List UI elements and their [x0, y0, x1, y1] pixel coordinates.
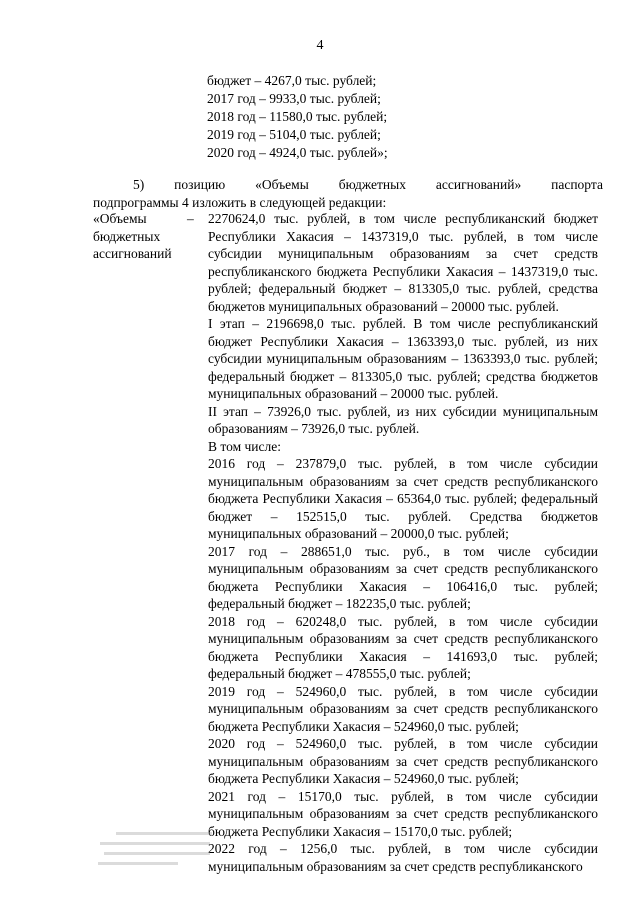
total-paragraph: 2270624,0 тыс. рублей, в том числе республиканский бюджет Республики Хакасия – 1437319,0 тыс. рублей, в том числе субсидии муниципальным образованиям за счет средств республиканского бюджета Республики Хакасия – 1437319,0 тыс. рублей; федеральный бюджет – 813305,0 тыс. рублей, средства бюджетов муниципальных образований – 20000 тыс. рублей.	[208, 211, 598, 314]
year-2018-paragraph: 2018 год – 620248,0 тыс. рублей, в том числе субсидии муниципальным образованиям за счет средств республиканского бюджета Республики Хакасия – 141693,0 тыс. рублей; федеральный бюджет – 478555,0 тыс. рублей;	[208, 613, 598, 681]
budget-line: 2019 год – 5104,0 тыс. рублей;	[207, 127, 381, 142]
budget-line: бюджет – 4267,0 тыс. рублей;	[207, 73, 377, 88]
intro-word: позицию	[174, 177, 226, 192]
stage-1-paragraph: I этап – 2196698,0 тыс. рублей. В том числе республиканский бюджет Республики Хакасия – 1363393,0 тыс. рублей, из них субсидии муниципальным образованиям – 1363393,0 тыс. рублей; федеральный бюджет – 813305,0 тыс. рублей; средства бюджетов муниципальных образований – 20000 тыс. рублей.	[208, 316, 598, 401]
label-dash: –	[187, 211, 194, 226]
intro-word: «Объемы	[255, 177, 309, 192]
intro-line: подпрограммы 4 изложить в следующей редакции:	[93, 195, 387, 210]
year-2016-paragraph: 2016 год – 237879,0 тыс. рублей, в том числе субсидии муниципальным образованиям за счет средств республиканского бюджета Республики Хакасия – 65364,0 тыс. рублей; федеральный бюджет – 152515,0 тыс. рублей. Средства бюджетов муниципальных образований – 20000,0 тыс. рублей;	[208, 456, 598, 541]
year-2021-paragraph: 2021 год – 15170,0 тыс. рублей, в том числе субсидии муниципальным образованиям за счет средств республиканского бюджета Республики Хакасия – 15170,0 тыс. рублей;	[208, 788, 598, 839]
stage-2-paragraph: II этап – 73926,0 тыс. рублей, из них субсидии муниципальным образованиям – 73926,0 тыс. рублей.	[208, 403, 598, 436]
year-2022-paragraph: 2022 год – 1256,0 тыс. рублей, в том числе субсидии муниципальным образованиям за счет средств республиканского	[208, 841, 598, 874]
budget-allocations-text	[208, 210, 598, 875]
intro-word: паспорта	[551, 177, 603, 192]
intro-word: бюджетных	[338, 177, 406, 192]
page-number: 4	[316, 38, 324, 53]
previous-budget-list	[207, 72, 388, 162]
year-2017-paragraph: 2017 год – 288651,0 тыс. руб., в том числе субсидии муниципальным образованиям за счет средств республиканского бюджета Республики Хакасия – 106416,0 тыс. рублей; федеральный бюджет – 182235,0 тыс. рублей;	[208, 543, 598, 611]
position-label: «Объемы бюджетных ассигнований	[93, 211, 172, 261]
faded-stamp	[96, 828, 218, 876]
budget-line: 2017 год – 9933,0 тыс. рублей;	[207, 91, 381, 106]
year-2019-paragraph: 2019 год – 524960,0 тыс. рублей, в том числе субсидии муниципальным образованиям за счет средств республиканского бюджета Республики Хакасия – 524960,0 тыс. рублей;	[208, 683, 598, 734]
amendment-intro	[93, 176, 603, 212]
intro-word: 5)	[133, 177, 145, 192]
intro-line	[93, 176, 603, 194]
budget-line: 2020 год – 4924,0 тыс. рублей»;	[207, 145, 388, 160]
budget-line: 2018 год – 11580,0 тыс. рублей;	[207, 109, 388, 124]
year-2020-paragraph: 2020 год – 524960,0 тыс. рублей, в том числе субсидии муниципальным образованиям за счет средств республиканского бюджета Республики Хакасия – 524960,0 тыс. рублей;	[208, 736, 598, 786]
intro-word: ассигнований»	[435, 177, 522, 192]
including-heading: В том числе:	[208, 438, 281, 454]
